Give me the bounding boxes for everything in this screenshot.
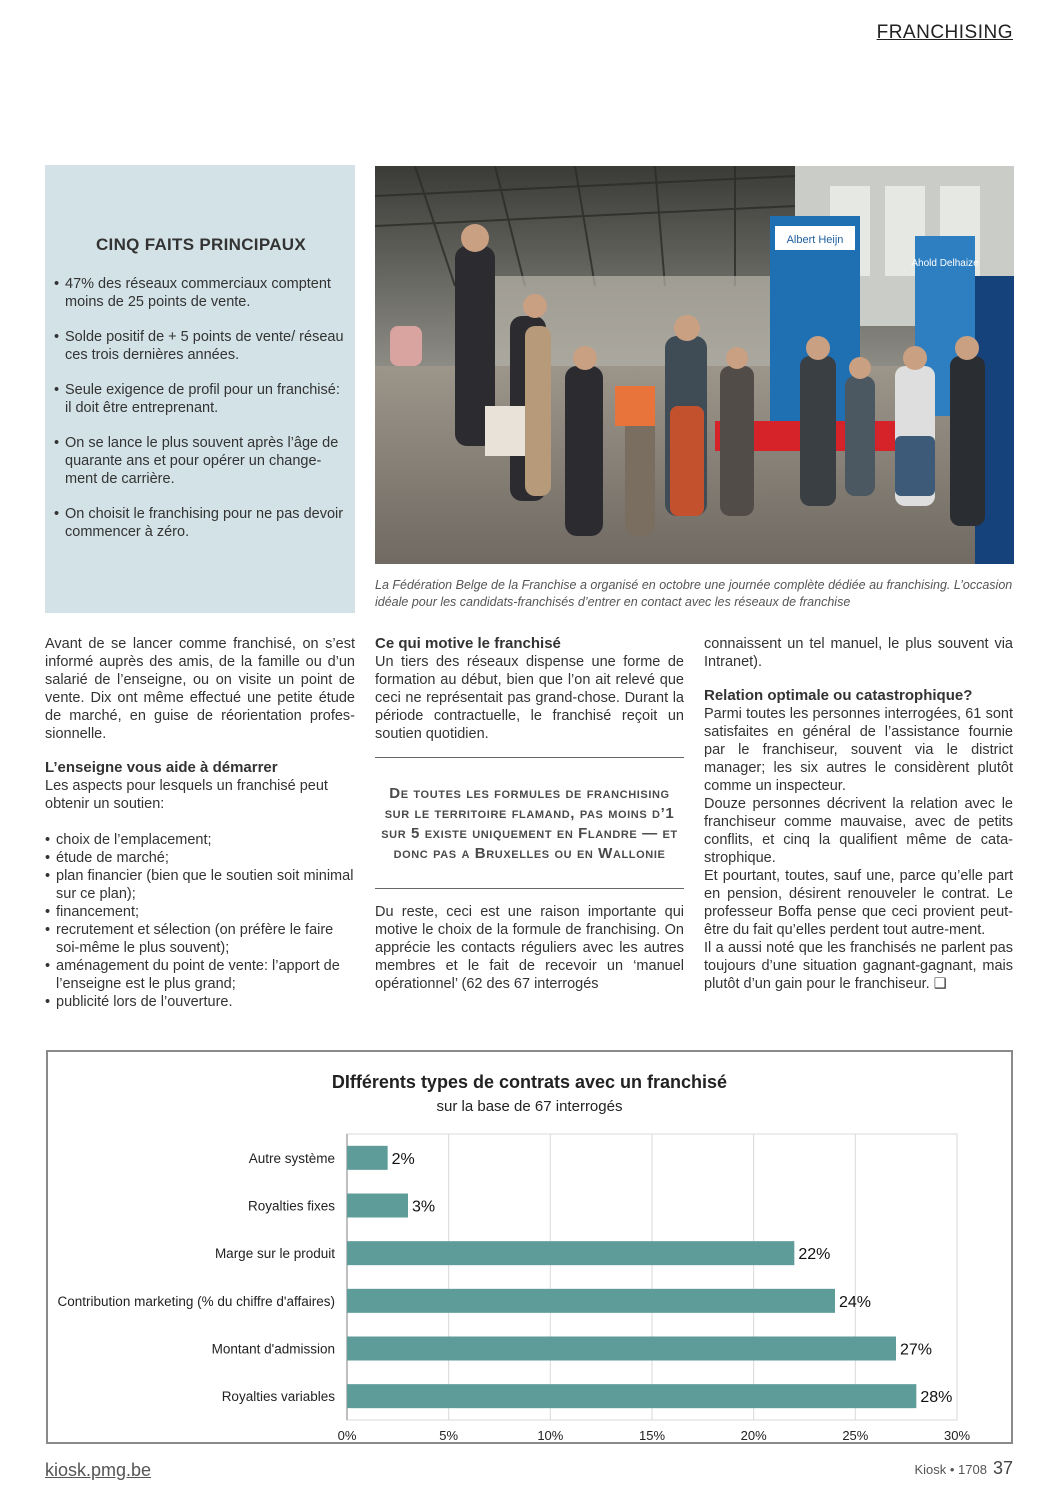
- x-tick-label: 5%: [439, 1428, 459, 1442]
- category-label: Montant d'admission: [211, 1341, 335, 1357]
- category-label: Royalties variables: [221, 1389, 335, 1405]
- fact-item: • Seule exigence de profil pour un franchisé: il doit être entreprenant.: [53, 381, 349, 417]
- relation-paragraph-3: Et pourtant, toutes, sauf une, parce qu’elle part en pension, désirent renouveler le contrat. Le professeur Boffa pense que ceci provient peut-être du fait qu’elles perdent tout autre-ment.: [704, 868, 1013, 938]
- ahold-delhaize-sign: Ahold Delhaize: [911, 258, 979, 269]
- event-photo-illustration: [375, 166, 1014, 564]
- data-label: 2%: [391, 1150, 415, 1168]
- relation-paragraph-2: Douze personnes décrivent la relation avec le franchiseur comme mauvaise, avec de petits conflits, et cinq la qualifient même de cata-strophique.: [704, 796, 1013, 866]
- support-item: • plan financier (bien que le soutien soit minimal sur ce plan);: [45, 867, 355, 903]
- relation-paragraph-4: Il a aussi noté que les franchisés ne parlent pas toujours d’une situation gagnant-gagnant, mais plutôt d’un gain pour le franchiseur. ❑: [704, 940, 1013, 992]
- data-label: 3%: [412, 1198, 436, 1216]
- x-tick-label: 15%: [638, 1428, 666, 1442]
- bar: [347, 1194, 408, 1218]
- photo-caption: La Fédération Belge de la Franchise a organisé en octobre une journée complète dédiée au franchising. L’occasion idéale pour les candidats-franchisés d’entrer en contact avec les réseaux de franchise: [375, 578, 1013, 609]
- category-label: Contribution marketing (% du chiffre d'affaires): [57, 1293, 335, 1309]
- category-label: Marge sur le produit: [214, 1246, 335, 1262]
- support-item: • financement;: [45, 903, 355, 921]
- data-label: 24%: [839, 1293, 872, 1311]
- x-tick-label: 20%: [740, 1428, 767, 1442]
- x-tick-label: 0%: [337, 1428, 357, 1442]
- bar: [347, 1241, 794, 1265]
- motivation-paragraph: Un tiers des réseaux dispense une forme de formation au début, bien que l’on ait relevé que ceci ne représentait pas grand-chose. Durant la période contractuelle, le franchisé reçoit un soutien quotidien.: [375, 654, 684, 742]
- chart-title: DIfférents types de contrats avec un franchisé: [331, 1072, 728, 1092]
- subheading-motivation: Ce qui motive le franchisé: [375, 635, 561, 652]
- x-tick-label: 30%: [943, 1428, 971, 1442]
- fact-item: • On choisit le franchising pour ne pas devoir commencer à zéro.: [53, 505, 349, 541]
- subheading-enseigne: L’enseigne vous aide à démarrer: [45, 759, 278, 776]
- subheading-relation: Relation optimale ou catastrophique?: [704, 687, 973, 704]
- intro-paragraph: Avant de se lancer comme franchisé, on s’est informé auprès des amis, de la famille ou d’un salarié de l’enseigne, ou on visite un point de vente. Dix ont même effectué une petite étude de marché, en guise de réorientation profes-sionnelle.: [45, 636, 355, 742]
- key-facts-box: [45, 165, 355, 613]
- facts-list: [53, 275, 349, 541]
- pull-quote: De toutes les formules de franchising sur le territoire flamand, pas moins d’1 sur 5 existe uniquement en Flandre — et donc pas a Bruxelles ou en Wallonie: [375, 757, 684, 889]
- data-label: 22%: [798, 1246, 831, 1264]
- albert-heijn-sign: Albert Heijn: [786, 234, 844, 246]
- event-photo: [375, 166, 1014, 564]
- support-item: • recrutement et sélection (on préfère le faire soi-même le plus souvent);: [45, 921, 355, 957]
- bar: [347, 1146, 388, 1170]
- contract-types-chart: [46, 1050, 1013, 1444]
- support-item: • étude de marché;: [45, 849, 355, 867]
- category-label: Autre système: [248, 1150, 335, 1166]
- support-list: [45, 831, 355, 1011]
- page-number: 37: [992, 1458, 1013, 1478]
- support-item: • aménagement du point de vente: l’apport de l’enseigne est le plus grand;: [45, 957, 355, 993]
- support-item: • choix de l’emplacement;: [45, 831, 355, 849]
- footer-site-link[interactable]: kiosk.pmg.be: [45, 1460, 152, 1480]
- chart-plot: [48, 1052, 1011, 1442]
- x-tick-label: 10%: [537, 1428, 564, 1442]
- support-item: • publicité lors de l’ouverture.: [45, 993, 355, 1011]
- chart-subtitle: sur la base de 67 interrogés: [436, 1098, 623, 1115]
- footer-page-info: [914, 1458, 1013, 1479]
- bar: [347, 1289, 835, 1313]
- article-column-1: [45, 635, 355, 1011]
- data-label: 27%: [900, 1341, 933, 1359]
- article-column-3: [704, 635, 1013, 993]
- bar: [347, 1384, 916, 1408]
- facts-title: CINQ FAITS PRINCIPAUX: [95, 235, 306, 254]
- article-column-2: [375, 635, 684, 993]
- issue-label: Kiosk • 1708: [914, 1462, 987, 1477]
- motivation-paragraph-2: Du reste, ceci est une raison importante qui motive le choix de la formule de franchising. On apprécie les contacts réguliers avec les autres membres et le fait de recevoir un ‘manuel opérationnel’ (62 des 67 interrogés: [375, 904, 684, 992]
- support-lead: Les aspects pour lesquels un franchisé peut obtenir un soutien:: [45, 778, 328, 812]
- continuation-paragraph: connaissent un tel manuel, le plus souvent via Intranet).: [704, 636, 1013, 670]
- data-label: 28%: [920, 1389, 953, 1407]
- x-tick-label: 25%: [842, 1428, 869, 1442]
- relation-paragraph-1: Parmi toutes les personnes interrogées, 61 sont satisfaites en général de l’assistance fournie par le franchiseur, souvent via le district manager; les six autres le considèrent plutôt comme un inspecteur.: [704, 706, 1013, 794]
- category-label: Royalties fixes: [247, 1198, 335, 1214]
- fact-item: • 47% des réseaux commerciaux comptent moins de 25 points de vente.: [53, 275, 349, 311]
- fact-item: • On se lance le plus souvent après l’âge de quarante ans et pour opérer un change-ment de carrière.: [53, 434, 349, 488]
- bar: [347, 1337, 896, 1361]
- fact-item: • Solde positif de + 5 points de vente/ réseau ces trois dernières années.: [53, 328, 349, 364]
- section-tag: FRANCHISING: [876, 22, 1013, 43]
